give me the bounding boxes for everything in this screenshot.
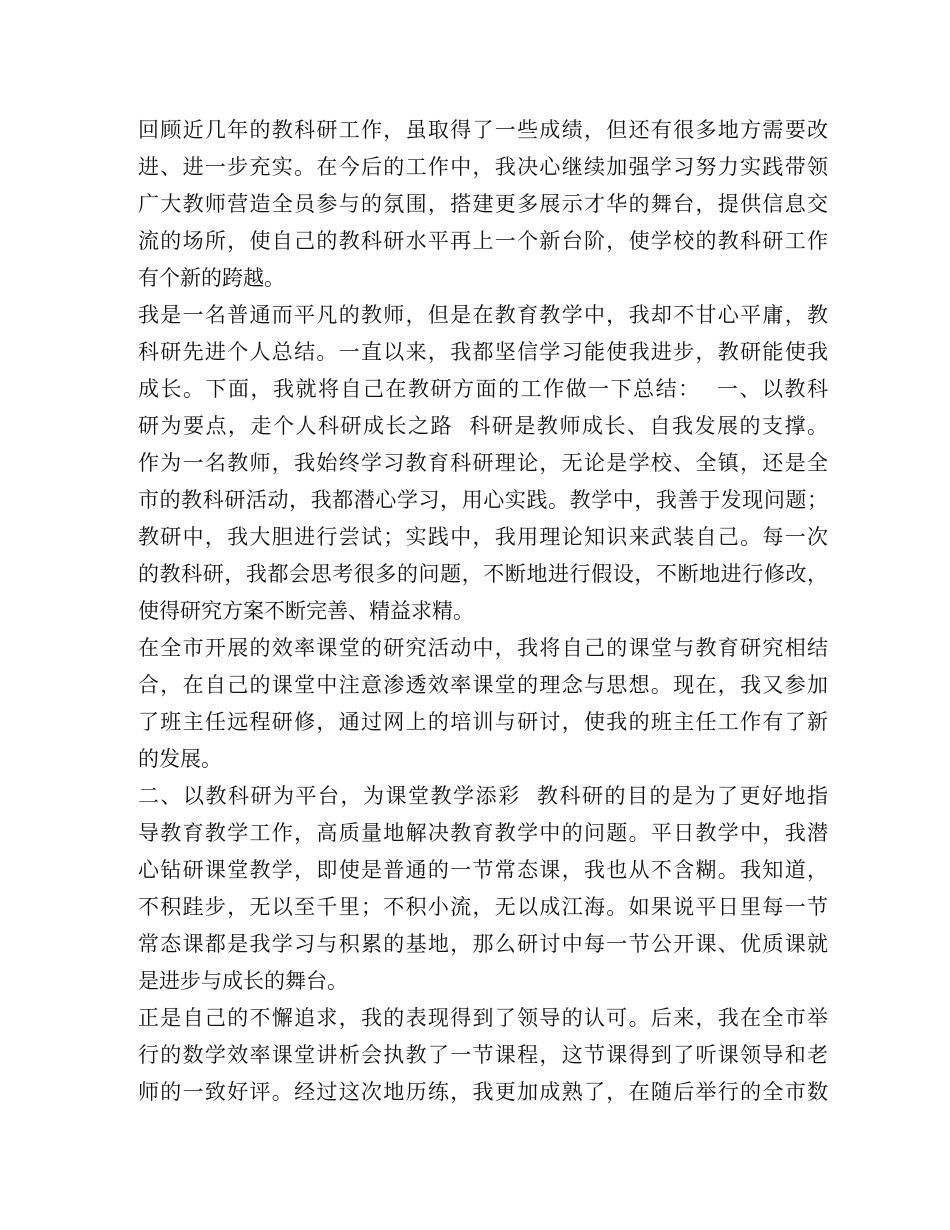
text-line: 的教科研，我都会思考很多的问题，不断地进行假设，不断地进行修改， [138,562,828,586]
text-line: 广大教师营造全员参与的氛围，搭建更多展示才华的舞台，提供信息交 [138,192,828,216]
text-line: 师的一致好评。经过这次地历练，我更加成熟了，在随后举行的全市数 [138,1080,828,1104]
text-line: 科研先进个人总结。一直以来，我都坚信学习能使我进步，教研能使我 [138,340,828,364]
text-line: 正是自己的不懈追求，我的表现得到了领导的认可。后来，我在全市举 [138,1006,828,1030]
text-line: 二、以教科研为平台，为课堂教学添彩 教科研的目的是为了更好地指 [138,784,828,808]
text-line: 市的教科研活动，我都潜心学习，用心实践。教学中，我善于发现问题； [138,488,828,512]
text-line: 导教育教学工作，高质量地解决教育教学中的问题。平日教学中，我潜 [138,821,828,845]
text-line: 进、进一步充实。在今后的工作中，我决心继续加强学习努力实践带领 [138,155,828,179]
text-line: 回顾近几年的教科研工作，虽取得了一些成绩，但还有很多地方需要改 [138,118,828,142]
text-line: 教研中，我大胆进行尝试；实践中，我用理论知识来武装自己。每一次 [138,525,828,549]
text-line: 作为一名教师，我始终学习教育科研理论，无论是学校、全镇，还是全 [138,451,828,475]
text-line: 不积跬步，无以至千里；不积小流，无以成江海。如果说平日里每一节 [138,895,828,919]
text-line: 心钻研课堂教学，即使是普通的一节常态课，我也从不含糊。我知道， [138,858,828,882]
text-line: 流的场所，使自己的教科研水平再上一个新台阶，使学校的教科研工作 [138,229,828,253]
text-line: 在全市开展的效率课堂的研究活动中，我将自己的课堂与教育研究相结 [138,636,828,660]
text-line: 成长。下面，我就将自己在教研方面的工作做一下总结： 一、以教科 [138,377,828,401]
text-line: 研为要点，走个人科研成长之路 科研是教师成长、自我发展的支撑。 [138,414,828,438]
text-line: 合，在自己的课堂中注意渗透效率课堂的理念与思想。现在，我又参加 [138,673,828,697]
text-line: 有个新的跨越。 [138,266,285,290]
text-line: 使得研究方案不断完善、精益求精。 [138,599,474,623]
text-line: 是进步与成长的舞台。 [138,969,348,993]
text-line: 行的数学效率课堂讲析会执教了一节课程，这节课得到了听课领导和老 [138,1043,828,1067]
document-body [138,112,828,1111]
text-line: 我是一名普通而平凡的教师，但是在教育教学中，我却不甘心平庸，教 [138,303,828,327]
text-line: 的发展。 [138,747,222,771]
text-line: 常态课都是我学习与积累的基地，那么研讨中每一节公开课、优质课就 [138,932,828,956]
text-line: 了班主任远程研修，通过网上的培训与研讨，使我的班主任工作有了新 [138,710,828,734]
